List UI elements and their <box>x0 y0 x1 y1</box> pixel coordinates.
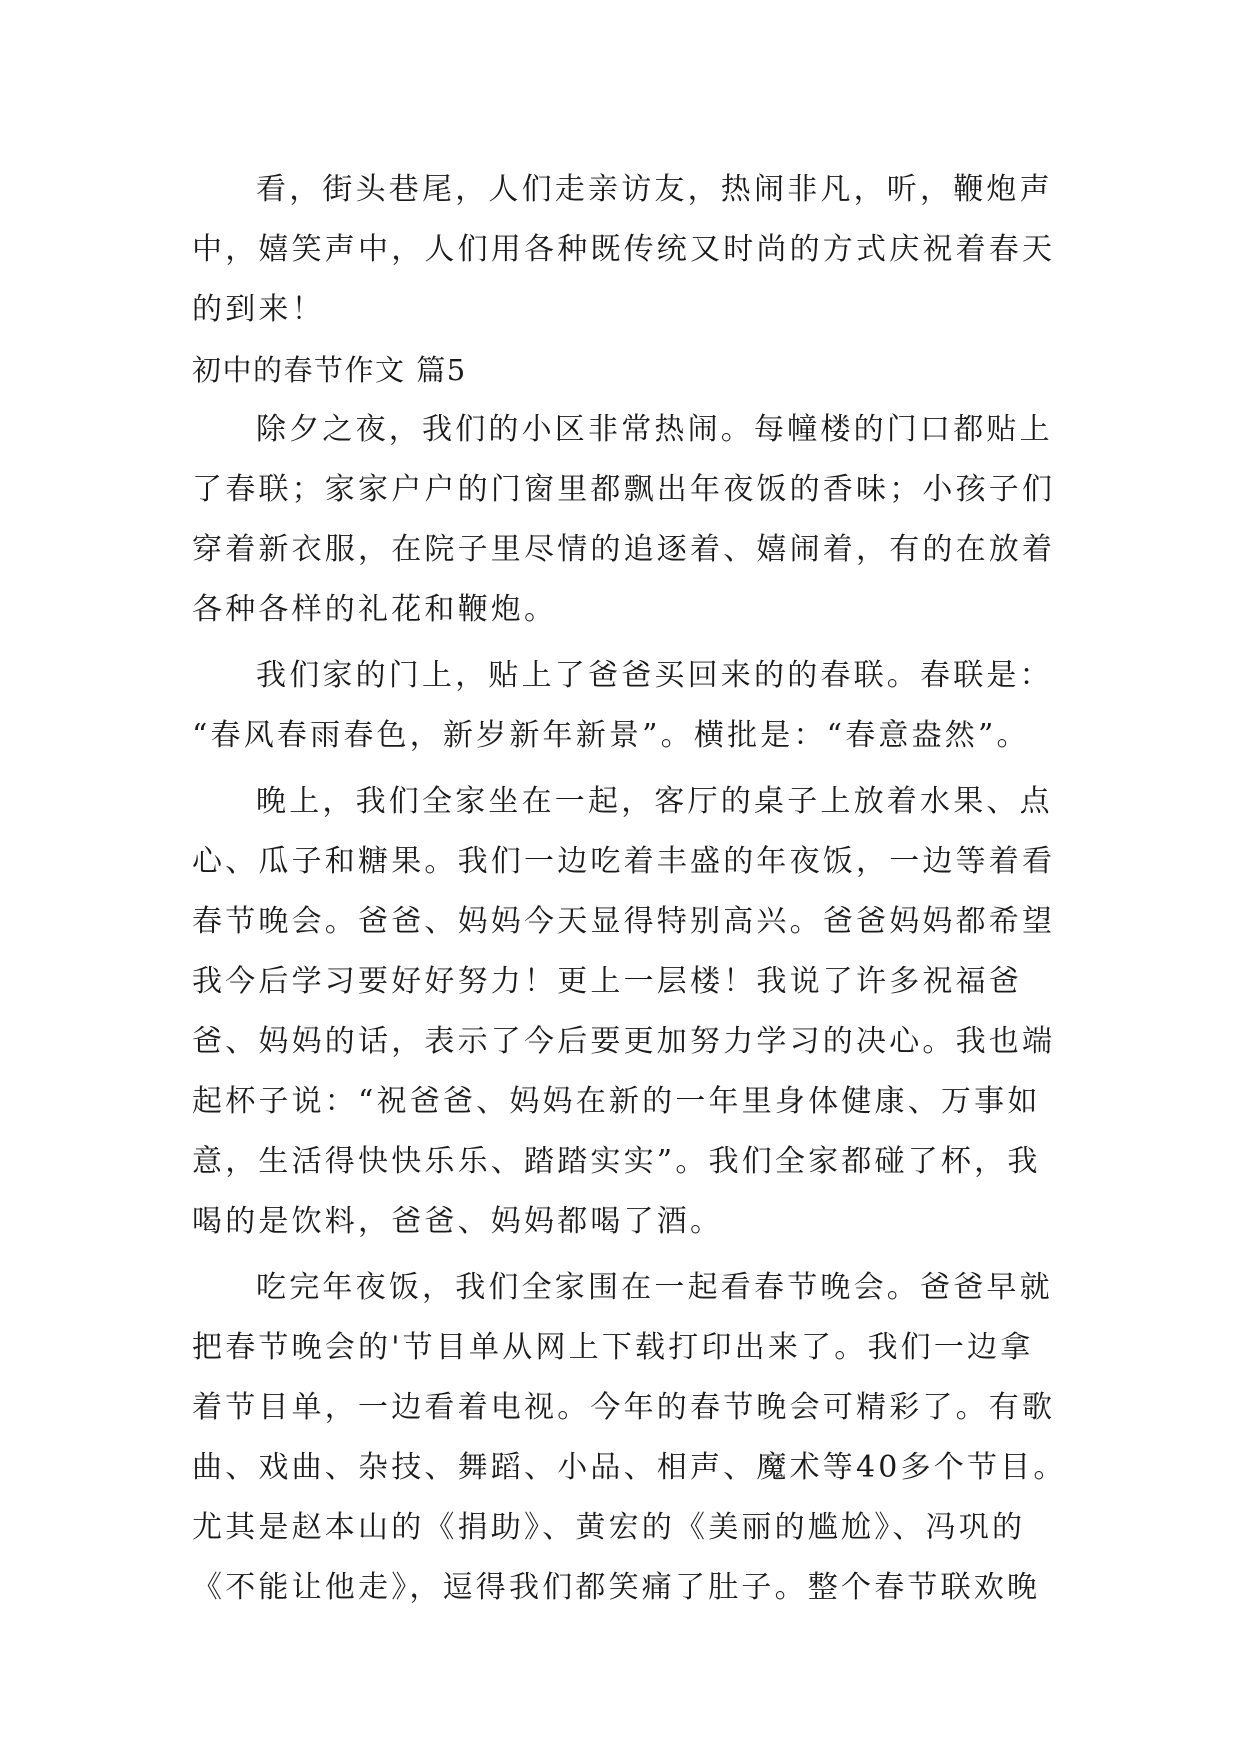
paragraph-line: 喝的是饮料，爸爸、妈妈都喝了酒。 <box>192 1204 724 1239</box>
paragraph-line: 把春节晚会的'节目单从网上下载打印出来了。我们一边拿 <box>192 1330 1034 1365</box>
paragraph-line: 尤其是赵本山的《捐助》、黄宏的《美丽的尴尬》、冯巩的 <box>192 1510 1026 1545</box>
paragraph-line: 我今后学习要好好努力！更上一层楼！我说了许多祝福爸 <box>192 964 1022 999</box>
paragraph-line: 除夕之夜，我们的小区非常热闹。每幢楼的门口都贴上 <box>256 412 1053 447</box>
paragraph-line: 心、瓜子和糖果。我们一边吃着丰盛的年夜饭，一边等着看 <box>192 844 1056 879</box>
paragraph-line: 吃完年夜饭，我们全家围在一起看春节晚会。爸爸早就 <box>256 1270 1053 1305</box>
paragraph-line: 晚上，我们全家坐在一起，客厅的桌子上放着水果、点 <box>256 784 1053 819</box>
paragraph-line: 爸、妈妈的话，表示了今后要更加努力学习的决心。我也端 <box>192 1024 1056 1059</box>
paragraph-line: 看，街头巷尾，人们走亲访友，热闹非凡，听，鞭炮声 <box>256 172 1053 207</box>
paragraph-line: 春节晚会。爸爸、妈妈今天显得特别高兴。爸爸妈妈都希望 <box>192 904 1056 939</box>
paragraph-line: 着节目单，一边看着电视。今年的春节晚会可精彩了。有歌 <box>192 1390 1056 1425</box>
paragraph-line: 中，嬉笑声中，人们用各种既传统又时尚的方式庆祝着春天 <box>192 232 1056 267</box>
paragraph-line: 意，生活得快快乐乐、踏踏实实”。我们全家都碰了杯，我 <box>192 1144 1041 1179</box>
paragraph-line: 起杯子说：“祝爸爸、妈妈在新的一年里身体健康、万事如 <box>192 1084 1041 1119</box>
paragraph-line: 各种各样的礼花和鞭炮。 <box>192 592 558 627</box>
paragraph-line: “春风春雨春色，新岁新年新景”。横批是：“春意盎然”。 <box>192 718 1030 753</box>
paragraph-line: 穿着新衣服，在院子里尽情的追逐着、嬉闹着，有的在放着 <box>192 532 1056 567</box>
paragraph-line: 的到来！ <box>192 292 325 327</box>
paragraph-line: 曲、戏曲、杂技、舞蹈、小品、相声、魔术等40多个节目。 <box>192 1450 1067 1485</box>
paragraph-line: 我们家的门上，贴上了爸爸买回来的的春联。春联是： <box>256 658 1053 693</box>
paragraph-line: 了春联；家家户户的门窗里都飘出年夜饭的香味；小孩子们 <box>192 472 1056 507</box>
document-body <box>192 160 1067 1618</box>
section-heading: 初中的春节作文 篇5 <box>192 353 467 387</box>
paragraph-line: 《不能让他走》，逗得我们都笑痛了肚子。整个春节联欢晚 <box>192 1570 1041 1605</box>
